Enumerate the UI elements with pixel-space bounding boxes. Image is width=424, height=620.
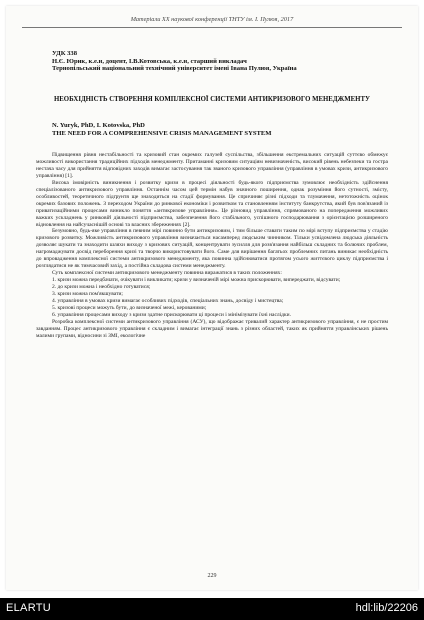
- paragraph: Безумовно, будь-яке управління в певним мірі повинно бути антикризовим, і тим більше ставати таким по мірі вступу підприємства у стадію кризового розвитку. Можливість антикризового управління визначається насамперед людським чинником. Тільки усвідомлена людська діяльність дозволяє шукати та знаходити шляхи виходу з кризових ситуацій, концентрувати зусилля для розв'язання найбільш складних та болючих проблем, нагромаджувати досвід переборення кризі та творчо використовувати його. Саме для вирішення багатьох проблемних питань виникає необхідність до впровадження комплексної системи антикризового менеджменту, яка повинна здійснюватися протягом усього життєвого циклу підприємства і розглядатися не як тимчасовий захід, а постійна складова системи менеджменту.: [36, 228, 388, 270]
- list-item: 1. кризи можна передбачати, очікувати і викликати; кризи у визначеній мірі можна прискорювати, випереджати, відсувати;: [52, 277, 341, 284]
- paragraph: Розробка комплексної системи антикризового управління (АСУ), що відображає тривалий характер антикризового управління, є не простим завданням. Процес антикризового управління є складним і вимагає інтеграції знань з різних областей, таких як прийняття управлінських рішень малими групами, відносини зі ЗМІ, екологічне: [36, 318, 388, 339]
- header-divider: [22, 27, 402, 28]
- list-item: 5. кризові процеси можуть бути, до визначеної межі, керованими;: [52, 304, 207, 311]
- running-header: Матеріали XX наукової конференції ТНТУ ім. І. Пулюя, 2017: [130, 16, 294, 23]
- list-item: 6. управління процесами виходу з кризи здатне прискорювати ці процеси і мінімізувати їхні наслідки.: [52, 311, 291, 318]
- theses-list: [36, 277, 388, 319]
- list-item: 2. до кризи можна і необхідно готуватися;: [52, 284, 151, 291]
- page-number: 229: [207, 573, 217, 579]
- document-page: [6, 6, 418, 590]
- article-meta: [52, 50, 297, 73]
- paragraph: Суть комплексної системи антикризового менеджменту повинна виражатися в таких положеннях:: [52, 270, 282, 277]
- list-item: 3. кризи можна пом'якшувати;: [52, 291, 123, 298]
- repository-footer: [0, 598, 424, 620]
- paragraph: Висока імовірність виникнення і розвитку кризи в процесі діяльності будь-якого підприємства зумовлює необхідність здійснення спеціалізованого антикризового управління. Останнім часом цей термін набув значного поширення, однак розуміння його сутності, змісту, особливостей, теоретичного підґрунтя ще знаходиться на стадії формування. Це спричиняє різні підходи та тлумачення, нетотожність оцінок окремих базових положень. З переходом України до ринкової економіки і розвитком та становленням інституту банкрутства, який був пов'язаний із приватизаційними процесами виникло поняття «антикризове управління». Це різновид управління, спрямованого на попередження можливих важких ускладнень у ринковій діяльності підприємства, забезпечення його стабільного, успішного господарювання з орієнтацією розширеного відновлення на найсучаснішій основі та власних збереженнях [2].: [36, 179, 388, 228]
- article-title-en: THE NEED FOR A COMPREHENSIVE CRISIS MANAGEMENT SYSTEM: [52, 129, 272, 137]
- article-title-ua: НЕОБХІДНІСТЬ СТВОРЕННЯ КОМПЛЕКСНОЇ СИСТЕМИ АНТИКРИЗОВОГО МЕНЕДЖМЕНТУ: [53, 96, 370, 103]
- authors-en: N. Yuryk, PhD, I. Kotovska, PhD: [52, 122, 145, 129]
- repository-name: ELARTU: [6, 602, 51, 614]
- handle-link[interactable]: hdl:lib/22206: [355, 602, 418, 614]
- authors-ua: Н.Є. Юрик, к.е.н, доцент, І.В.Котовська, к.е.н, старший викладач: [52, 57, 247, 65]
- list-item: 4. управління в умовах кризи вимагає особливих підходів, спеціальних знань, досвіду і мистецтва;: [52, 298, 284, 305]
- udc-code: УДК 338: [52, 50, 78, 57]
- affiliation: Тернопільський національний технічний університет імені Івана Пулюя, Україна: [52, 65, 297, 73]
- article-body: [36, 152, 388, 340]
- english-meta: [52, 122, 272, 138]
- paragraph: Підвищення рівня нестабільності та кризовий стан окремих галузей суспільства, збільшення екстремальних ситуацій суттєво обмежує можливості використання традиційних підходів менеджменту. Притаманні кризовим ситуаціям невизначеність, високий рівень небезпеки та гостра нестача часу для прийняття відповідних заходів вимагає застосування так званого кризового управління (управління в умовах кризи, антикризового управління) [1].: [36, 152, 388, 179]
